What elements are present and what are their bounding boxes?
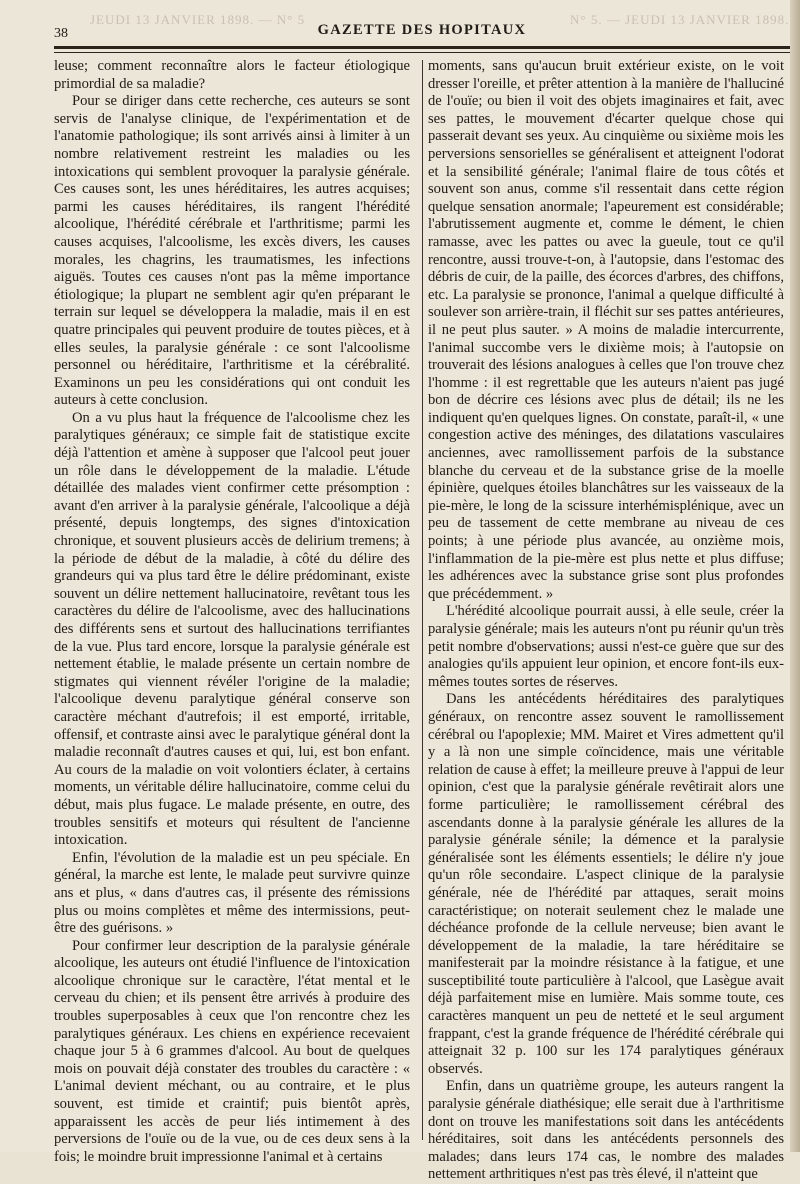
column-divider [422, 60, 423, 1140]
paragraph: leuse; comment reconnaître alors le facteur étiologique primordial de sa maladie? [54, 58, 410, 92]
paragraph: Pour se diriger dans cette recherche, ces auteurs se sont servis de l'analyse clinique, de l'expérimentation et de l'anatomie pathologique; ils sont arrivés ainsi à limiter à un nombre relativement restreint les maladies ou les intoxications qui semblent provoquer la paralysie générale. Ces causes sont, les unes héréditaires, les autres acquises; parmi les causes héréditaires, ils rangent l'hérédité alcoolique, l'hérédité cérébrale et l'arthritisme; parmi les causes acquises, l'alcoolisme, les excès divers, les causes morales, les chagrins, les traumatismes, les infections aiguës. Toutes ces causes n'ont pas la même importance étiologique; la plupart ne semblent agir qu'en préparant le terrain sur lequel se développera la maladie, mais il en est quatre principales qui peuvent produire de toutes pièces, et à elles seules, la paralysie générale : ce sont l'alcoolisme personnel ou héréditaire, l'arthritisme et la cérébralité. Examinons un peu les considérations qui ont conduit les auteurs à cette conclusion. [54, 93, 410, 409]
right-column [428, 58, 784, 1184]
paragraph: On a vu plus haut la fréquence de l'alcoolisme chez les paralytiques généraux; ce simple fait de statistique excite déjà l'attention et amène à supposer que l'alcool peut jouer un rôle dans le développement de la maladie. L'étude détaillée des malades vient confirmer cette présomption : avant d'en arriver à la paralysie générale, l'alcoolique a déjà présenté, depuis longtemps, des signes d'intoxication chronique, et souvent plusieurs accès de delirium tremens; à la période de début de la maladie, à côté du délire des grandeurs qui va plus tard être le délire prédominant, existe souvent un délire nettement hallucinatoire, revêtant tous les caractères du délire de l'alcoolisme, avec des hallucinations des différents sens et surtout des hallucinations terrifiantes de la vue. Plus tard encore, lorsque la paralysie générale est nettement établie, le malade présente un certain nombre de stigmates qui viennent révéler l'origine de la maladie; l'alcoolique devenu paralytique général conserve son caractère méchant d'autrefois; il est emporté, irritable, offensif, et contraste ainsi avec le paralytique général dont la maladie reconnaît d'autres causes et qui, lui, est bon enfant. Au cours de la maladie on voit volontiers éclater, à certains moments, un véritable délire hallucinatoire, comme celui du début, mais plus fugace. Le malade présente, en outre, des troubles sensitifs et moteurs qui résultent de l'ancienne intoxication. [54, 409, 410, 849]
paragraph: Dans les antécédents héréditaires des paralytiques généraux, on rencontre assez souvent le ramollissement cérébral ou l'apoplexie; MM. Mairet et Vires admettent qu'il y a là non une simple coïncidence, mais une véritable relation de cause à effet; la meilleure preuve à l'appui de leur opinion, c'est que la paralysie générale revêtirait alors une forme particulière; le ramollissement cérébral des ascendants donne à la paralysie générale les allures de la paralysie générale sénile; la démence et la paralysie généralisée sont les éléments essentiels; le délire n'y joue qu'un rôle secondaire. L'aspect clinique de la paralysie générale, née de l'hérédité par attaques, serait moins caractéristique; on noterait seulement chez le malade une déchéance profonde de la cellule nerveuse; bien avant le développement de la maladie, la tare héréditaire se manifesterait par la moindre résistance à la fatigue, et une susceptibilité toute particulière à l'alcool, que Lasègue avait déjà parfaitement mise en lumière. Mais somme toute, ces caractères manquent un peu de netteté et le seul argument frappant, c'est la grande fréquence de l'hérédité cérébrale qui atteignait 32 p. 100 sur les 174 paralytiques généraux observés. [428, 691, 784, 1077]
paragraph: L'hérédité alcoolique pourrait aussi, à elle seule, créer la paralysie générale; mais les auteurs n'ont pu réunir qu'un très petit nombre d'observations; aussi n'est-ce guère que sur des analogies qu'ils appuient leur opinion, et encore font-ils eux-mêmes toutes sortes de réserves. [428, 603, 784, 690]
page-edge-shadow [790, 0, 800, 1152]
header-rule-thick [54, 46, 792, 49]
page-header [54, 22, 790, 42]
left-column [54, 58, 410, 1166]
show-through-text-right: N° 5. — JEUDI 13 JANVIER 1898. [570, 12, 790, 27]
paragraph: Enfin, l'évolution de la maladie est un peu spéciale. En général, la marche est lente, le malade peut survivre quinze ans et plus, « dans d'autres cas, il présente des rémissions plus ou moins complètes et même des intermissions, peut-être des guérisons. » [54, 849, 410, 937]
page-number: 38 [54, 26, 68, 41]
paragraph: Pour confirmer leur description de la paralysie générale alcoolique, les auteurs ont étudié l'influence de l'intoxication alcoolique chronique sur le caractère, l'état mental et le cerveau du chien; et ils pensent être arrivés à produire des troubles superposables à ceux que l'on rencontre chez les paralytiques généraux. Les chiens en expérience recevaient chaque jour 5 à 6 grammes d'alcool. Au bout de quelques mois on pouvait déjà constater des troubles du caractère : « L'animal devient méchant, ou au contraire, et le plus souvent, est timide et craintif; puis bientôt après, apparaissent les accès de peur liés intimement à des perversions de l'ouïe ou de la vue, ou de ces deux sens à la fois; le moindre bruit impressionne l'animal et à certains [54, 937, 410, 1165]
paragraph: Enfin, dans un quatrième groupe, les auteurs rangent la paralysie générale diathésique; elle serait due à l'arthritisme dont on trouve les manifestations soit dans les antécédents héréditaires, soit dans les antécédents personnels des malades; dans leurs 174 cas, le nombre des malades nettement arthritiques n'est pas très élevé, il n'atteint que [428, 1078, 784, 1183]
paragraph: moments, sans qu'aucun bruit extérieur existe, on le voit dresser l'oreille, et prêter attention à la manière de l'halluciné de l'ouïe; ou bien il voit des objets imaginaires et fait, avec ses pattes, le mouvement d'écarter quelque chose qui passerait devant ses yeux. Au cinquième ou sixième mois les perversions sensorielles se généralisent et atteignent l'odorat et la sensibilité générale; l'animal flaire de tous côtés et souvent son anus, comme s'il ressentait dans cette région quelque sensation anormale; l'apeurement est considérable; l'abrutissement augmente et, comme le dément, le chien ramasse, avec les pattes ou avec la gueule, tout ce qu'il rencontre, aussi trouve-t-on, à l'autopsie, dans l'estomac des débris de cuir, de la paille, des écorces d'arbres, des chiffons, etc. La paralysie se prononce, l'animal a quelque difficulté à soulever son arrière-train, il fléchit sur ses pattes antérieures, il ne peut plus sauter. » A moins de maladie intercurrente, l'animal succombe vers le dixième mois; à l'autopsie on trouverait des lésions analogues à celles que l'on trouve chez l'homme : il est regrettable que les auteurs n'aient pas jugé bon de décrire ces lésions avec plus de détail; ils ne les indiquent qu'en quelques lignes. On constate, paraît-il, « une congestion active des méninges, des dilatations vasculaires anciennes, avec ramollissement parfois de la substance blanche du cerveau et de la substance grise de la moelle épinière, quelques étoiles blanchâtres sur les vaisseaux de la pie-mère, le long de la scissure interhémisplénique, avec un peu de tassement de cette membrane au niveau de ces points; à une période plus avancée, au onzième mois, l'inflammation de la pie-mère est plus nette et plus diffuse; les adhérences avec la substance grise sont plus profondes que précédemment. » [428, 58, 784, 602]
journal-title: GAZETTE DES HOPITAUX [317, 22, 527, 38]
show-through-text-left: JEUDI 13 JANVIER 1898. — N° 5 [90, 12, 306, 27]
header-rule-thin [54, 52, 792, 53]
